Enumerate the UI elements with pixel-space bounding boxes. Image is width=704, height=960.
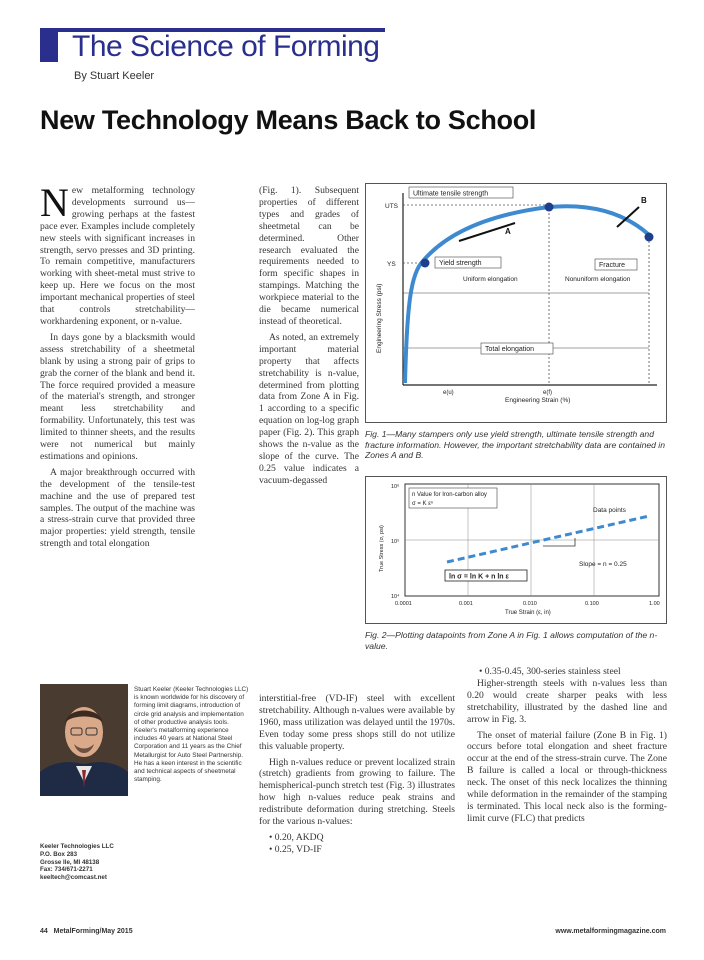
uniform-elongation-label: Uniform elongation [463, 276, 518, 283]
fracture-point [645, 233, 654, 242]
yield-point [421, 259, 430, 268]
x-axis-label: Engineering Strain (%) [505, 397, 571, 404]
author-bio-text: Stuart Keeler (Keeler Technologies LLC) is known worldwide for his discovery of forming limit diagrams, introduction of circle grid analysis and implementation of other productive analysis tools. Keeler's metalforming experience includes 40 years at National Steel Corporation and 11 years as the Chief Metallurgist for Auto Steel Partnership. He has a keen interest in the scientific and technical aspects of sheetmetal stamping. [134, 686, 249, 784]
contact-company: Keeler Technologies LLC [40, 843, 114, 850]
paragraph: Higher-strength steels with n-values less than 0.20 would create sharper peaks with less stretchability, illustrated by the dashed line and arrow in Fig. 3. [467, 677, 667, 725]
article-column-2 [259, 185, 359, 693]
footer-website: www.metalformingmagazine.com [555, 928, 666, 935]
drop-cap: N [40, 180, 69, 225]
article-column-2-lower [259, 693, 455, 908]
uts-tick: UTS [385, 203, 398, 210]
paragraph: ew metalforming technology developments surround us—growing perhaps at the fastest pace ever. Examples include completely new steels with significant increases in strength, servo presses and 3D printing. To remain competitive, manufacturers working with sheet-metal must strive to keep up. Here we focus on the most important mechanical properties of steel that controls stretchability—workhardening exponent, or n-value. [40, 185, 195, 327]
figure-1-caption: Fig. 1—Many stampers only use yield strength, ultimate tensile strength and fracture information. However, the important stretchability data are contained in Zones A and B. [365, 429, 665, 460]
paragraph: interstitial-free (VD-IF) steel with excellent stretchability. Although n-values were available by 1960, mass utilization was delayed until the 1970s. Even today some press shops still do not utilize this valuable property. [259, 693, 455, 752]
paragraph: A major breakthrough occurred with the development of the tensile-test machine and the use of prepared test samples. The output of the machine was a stress-strain curve that provided three major properties: yield strength, tensile strength and total elongation [40, 466, 195, 550]
x-tick-1: e(u) [443, 390, 454, 396]
legend-line-1: n Value for Iron-carbon alloy [412, 492, 487, 498]
yield-label: Yield strength [439, 260, 482, 267]
contact-po-box: P.O. Box 283 [40, 850, 78, 858]
ys-tick: YS [387, 261, 396, 268]
x-tick: 0.001 [459, 601, 473, 607]
section-marker [40, 32, 58, 62]
uts-point [545, 203, 554, 212]
fracture-label: Fracture [599, 262, 626, 269]
paragraph: In days gone by a blacksmith would assess stretchability of a sheetmetal blank by using a strong pair of grips to grab the corner of the blank and bend it. The force required provided a measure of the material's strength, and stronger meant less stretchability and formability. Unfortunately, this test was limited to thinner sheets, and the results were not numerical but mainly estimations and opinions. [40, 331, 195, 462]
bullet-item: • 0.35-0.45, 300-series stainless steel [479, 666, 621, 677]
figure-2-caption: Fig. 2—Plotting datapoints from Zone A in Fig. 1 allows computation of the n-value. [365, 630, 658, 651]
byline: By Stuart Keeler [74, 70, 155, 82]
paragraph: As noted, an extremely important material property that affects stretchability is n-value, determined from plotting data from Zone A in Fig. 1 according to a specific equation on log-log graph paper (Fig. 2). This graph shows the n-value as the slope of the curve. The 0.25 value indicates a vacuum-degassed [259, 331, 359, 486]
y-tick: 10⁴ [391, 594, 400, 600]
contact-email: keeltech@comcast.net [40, 874, 107, 882]
y-tick: 10⁶ [391, 484, 400, 490]
article-column-1 [40, 180, 195, 665]
bullet-item: • 0.25, VD-IF [269, 843, 322, 855]
footer-page-info: 44 MetalForming/May 2015 [40, 928, 133, 935]
y-tick: 10⁵ [391, 539, 400, 545]
x-tick: 0.100 [585, 601, 599, 607]
x-tick: 0.010 [523, 601, 537, 607]
y-axis-label: Engineering Stress (psi) [376, 283, 383, 353]
y-axis-label: True Stress (σ, psi) [379, 525, 385, 572]
paragraph: The onset of material failure (Zone B in Fig. 1) occurs before total elongation and sheet fracture occur at the end of the stress-strain curve. The Zone B failure is called a local or through-thickness neck. The onset of this neck localizes the thinning while deformation in the remainder of the stamping is terminated. This local neck also is the forming-limit curve (FLC) that predicts [467, 729, 667, 824]
equation-label: ln σ = ln K + n ln ε [449, 573, 509, 581]
zone-b-label: B [641, 196, 647, 205]
bullet-item: • 0.20, AKDQ [269, 831, 324, 843]
figure-2-loglog [365, 476, 667, 624]
x-tick: 0.0001 [395, 601, 412, 607]
x-tick: 1.00 [649, 601, 660, 607]
author-contact [40, 843, 250, 882]
article-column-3 [467, 666, 667, 908]
contact-fax: Fax: 734/671-2271 [40, 866, 93, 874]
x-axis-label: True Strain (ε, in) [505, 610, 551, 616]
legend-line-2: σ = K εⁿ [412, 501, 434, 507]
uts-label: Ultimate tensile strength [413, 190, 489, 198]
contact-city: Grosse Ile, MI 48138 [40, 858, 100, 866]
paragraph: (Fig. 1). Subsequent properties of different types and grades of sheetmetal can be determined. Other research evaluated the requirements needed to form specific shapes in stampings. Matching the workpiece material to the die became numerical instead of theoretical. [259, 185, 359, 327]
total-elongation-label: Total elongation [485, 346, 535, 353]
slope-label: Slope = n = 0.25 [579, 561, 627, 568]
data-points-label: Data points [593, 507, 626, 514]
paragraph: High n-values reduce or prevent localized strain (stretch) gradients from growing to failure. The hemispherical-punch stretch test (Fig. 3) illustrates how high n-values reduce peak strains and redistribute deformation during stretching. Steels for the various n-values: [259, 756, 455, 828]
headline: New Technology Means Back to School [40, 105, 537, 135]
nonuniform-elongation-label: Nonuniform elongation [565, 276, 631, 283]
author-photo [40, 684, 128, 796]
figure-1-stress-strain [365, 183, 667, 423]
x-tick-2: e(f) [543, 390, 552, 396]
section-title: The Science of Forming [72, 30, 380, 63]
zone-a-label: A [505, 227, 511, 236]
